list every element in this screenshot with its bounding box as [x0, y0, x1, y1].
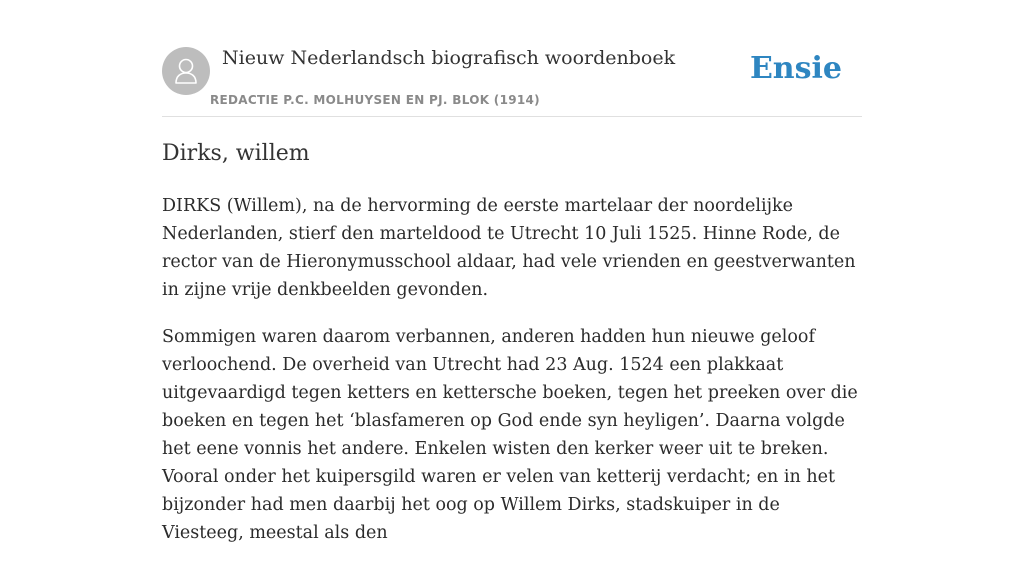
page — [162, 0, 862, 543]
header — [162, 0, 862, 117]
entry-body — [162, 192, 862, 566]
brand-logo[interactable]: Ensie — [749, 51, 842, 86]
editors-caption: REDACTIE P.C. MOLHUYSEN EN PJ. BLOK (1914) — [210, 93, 540, 107]
paragraph: Sommigen waren daarom verbannen, anderen hadden hun nieuwe geloof verloochend. De overheid van Utrecht had 23 Aug. 1524 een plakkaat uitgevaardigd tegen ketters en kettersche boeken, tegen het preeken over die boeken en tegen het ‘blasfameren op God ende syn heyligen’. Daarna volgde het eene vonnis het andere. Enkelen wisten den kerker weer uit te breken. Vooral onder het kuipersgild waren er velen van ketterij verdacht; en in het bijzonder had men daarbij het oog op Willem Dirks, stadskuiper in de Viesteeg, meestal als den — [162, 327, 858, 543]
book-title[interactable]: Nieuw Nederlandsch biografisch woordenboek — [222, 47, 676, 69]
entry-title: Dirks, willem — [162, 141, 310, 166]
paragraph: DIRKS (Willem), na de hervorming de eerste martelaar der noordelijke Nederlanden, stierf den marteldood te Utrecht 10 Juli 1525. Hinne Rode, de rector van de Hieronymusschool aldaar, had vele vrienden en geestverwanten in zijne vrije denkbeelden gevonden. — [162, 196, 856, 300]
user-silhouette-icon — [173, 57, 199, 85]
avatar[interactable] — [162, 47, 210, 95]
